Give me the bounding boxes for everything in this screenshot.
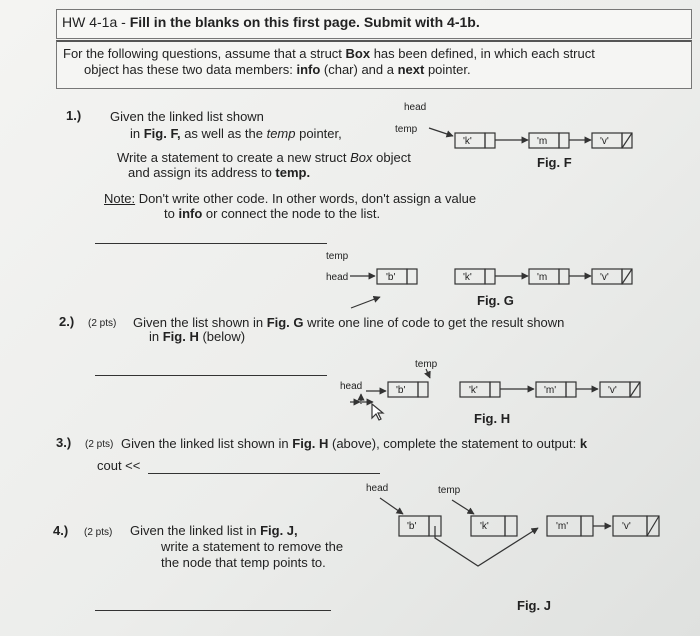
- figG-temp-arrow: [351, 297, 380, 308]
- figJ-temp-arrow: [452, 500, 474, 514]
- q2-number: 2.): [59, 314, 75, 329]
- figH-node-k-info: 'k': [469, 385, 478, 396]
- figG-node-v-info: 'v': [600, 272, 609, 283]
- q4-line-1: Given the linked list in Fig. J,: [130, 523, 298, 538]
- q3-line-1: Given the linked list shown in Fig. H (above), complete the statement to output: k: [121, 436, 588, 451]
- figF-head-label: head: [404, 102, 427, 113]
- q1-note: Note: Don't write other code. In other words, don't assign a value: [104, 191, 477, 206]
- figH-diagram: [350, 369, 640, 420]
- figF-node-k-info: 'k': [463, 136, 472, 147]
- figH-node-b-next: [418, 382, 428, 397]
- q1-number: 1.): [66, 108, 82, 123]
- figF-node-v-info: 'v': [600, 136, 609, 147]
- figH-node-k-next: [490, 382, 500, 397]
- figG-head-label: head: [326, 272, 349, 283]
- intro-line-2: object has these two data members: info (char) and a next pointer.: [84, 62, 471, 77]
- figG-node-k-next: [485, 269, 495, 284]
- q1-line-4: and assign its address to temp.: [128, 165, 311, 180]
- figJ-node-v-info: 'v': [622, 521, 631, 532]
- figF-temp-label: temp: [395, 124, 418, 135]
- title-dash: -: [121, 14, 126, 30]
- figG-node-b-info: 'b': [386, 272, 396, 283]
- figH-node-m-info: 'm': [544, 385, 557, 396]
- struct-name: Box: [345, 46, 371, 61]
- figJ-null-slash: [647, 516, 659, 536]
- q1-line-1: Given the linked list shown: [110, 109, 264, 124]
- figJ-label: Fig. J: [517, 598, 551, 613]
- figF-head-arrow: [429, 128, 453, 136]
- q2-points: (2 pts): [88, 318, 117, 329]
- figJ-diagram: [380, 498, 659, 566]
- figH-head-label: head: [340, 381, 363, 392]
- figH-temp-label: temp: [415, 359, 438, 370]
- figH-temp-arrow: [426, 369, 430, 378]
- figH-null-slash: [630, 382, 640, 397]
- cursor-icon: [372, 404, 383, 420]
- figF-node-m-info: 'm: [537, 136, 548, 147]
- q4-line-2: write a statement to remove the: [161, 539, 344, 554]
- figH-label: Fig. H: [474, 411, 511, 426]
- figJ-bypass-link: [435, 526, 538, 566]
- figJ-node-k-next: [505, 516, 517, 536]
- figJ-node-b-info: 'b': [407, 521, 417, 532]
- figG-node-k-info: 'k': [463, 272, 472, 283]
- assignment-id: HW 4-1a: [62, 14, 118, 30]
- figH-node-v-info: 'v': [608, 385, 617, 396]
- figH-node-b-info: 'b': [396, 385, 406, 396]
- figG-label: Fig. G: [477, 293, 514, 308]
- intro-line-1: For the following questions, assume that a struct Box has been defined, in which each struct: [63, 46, 595, 61]
- figF-label: Fig. F: [537, 155, 572, 170]
- q2-line-2: in Fig. H (below): [149, 329, 246, 344]
- q3-cout: cout <<: [97, 458, 141, 473]
- figJ-node-m-info: 'm': [556, 521, 569, 532]
- figG-node-b-next: [407, 269, 417, 284]
- figF-node-m-next: [559, 133, 569, 148]
- figH-node-m-next: [566, 382, 576, 397]
- q4-line-3: the node that temp points to.: [161, 555, 326, 570]
- figG-temp-label: temp: [326, 251, 349, 262]
- q4-number: 4.): [53, 523, 69, 538]
- figG-node-m-info: 'm: [537, 272, 548, 283]
- figJ-head-label: head: [366, 483, 389, 494]
- figJ-node-k-info: 'k': [480, 521, 489, 532]
- q1-line-3: Write a statement to create a new struct Box object: [117, 150, 411, 165]
- figJ-temp-label: temp: [438, 485, 461, 496]
- figF-node-k-next: [485, 133, 495, 148]
- q3-points: (2 pts): [85, 439, 114, 450]
- q4-points: (2 pts): [84, 527, 113, 538]
- figF-null-slash: [622, 133, 632, 148]
- figG-null-slash: [622, 269, 632, 284]
- q1-line-2: in Fig. F, as well as the temp pointer,: [130, 126, 342, 141]
- figG-node-m-next: [559, 269, 569, 284]
- q3-number: 3.): [56, 435, 72, 450]
- figJ-head-arrow: [380, 498, 403, 514]
- q2-line-1: Given the list shown in Fig. G write one line of code to get the result shown: [133, 315, 565, 330]
- figJ-node-m-next: [581, 516, 593, 536]
- q1-note-line-2: to info or connect the node to the list.: [164, 206, 381, 221]
- title-instruction: Fill in the blanks on this first page. Submit with 4-1b.: [129, 14, 480, 30]
